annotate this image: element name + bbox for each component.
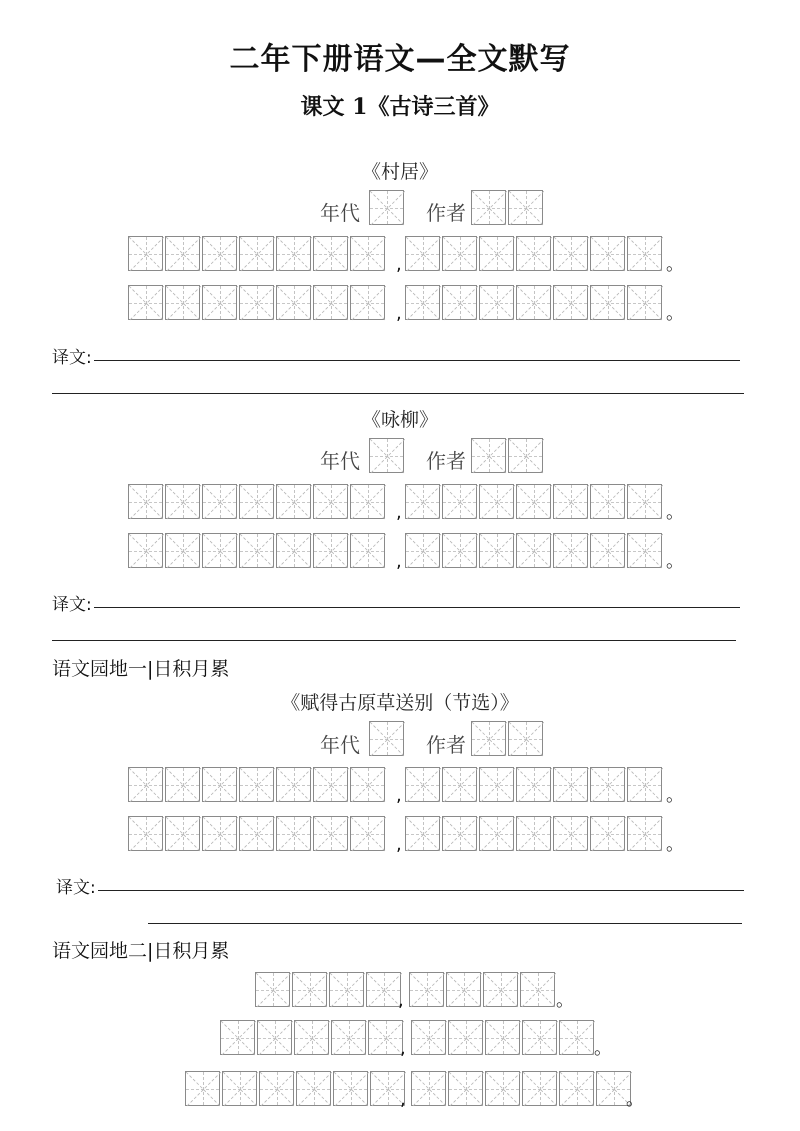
translation-line[interactable] xyxy=(148,923,742,924)
writing-box[interactable] xyxy=(128,767,163,802)
writing-box[interactable] xyxy=(508,190,543,225)
writing-box[interactable] xyxy=(313,816,348,851)
period-mark: 。 xyxy=(666,551,684,572)
writing-box-row xyxy=(405,533,664,568)
writing-box[interactable] xyxy=(627,484,662,519)
writing-box-row xyxy=(128,767,387,802)
era-box-row xyxy=(369,438,406,473)
writing-box-row xyxy=(128,236,387,271)
writing-box[interactable] xyxy=(239,767,274,802)
writing-box[interactable] xyxy=(590,533,625,568)
writing-box[interactable] xyxy=(553,533,588,568)
writing-box[interactable] xyxy=(559,1020,594,1055)
writing-box[interactable] xyxy=(627,533,662,568)
writing-box[interactable] xyxy=(442,816,477,851)
writing-box-row xyxy=(405,285,664,320)
writing-box[interactable] xyxy=(350,767,385,802)
comma-mark: , xyxy=(400,1089,406,1110)
writing-box[interactable] xyxy=(590,236,625,271)
writing-box[interactable] xyxy=(409,972,444,1007)
writing-box[interactable] xyxy=(485,1071,520,1106)
writing-box[interactable] xyxy=(276,484,311,519)
translation-label: 译文: xyxy=(52,595,92,615)
writing-box[interactable] xyxy=(553,816,588,851)
translation-label: 译文: xyxy=(52,348,92,368)
writing-box[interactable] xyxy=(294,1020,329,1055)
writing-box[interactable] xyxy=(239,285,274,320)
writing-box[interactable] xyxy=(508,438,543,473)
era-label: 年代 xyxy=(320,733,360,757)
writing-box[interactable] xyxy=(520,972,555,1007)
writing-box[interactable] xyxy=(259,1071,294,1106)
writing-box[interactable] xyxy=(483,972,518,1007)
comma-mark: , xyxy=(396,785,402,806)
writing-box[interactable] xyxy=(516,533,551,568)
era-box-row xyxy=(369,721,406,756)
writing-box[interactable] xyxy=(553,484,588,519)
writing-box[interactable] xyxy=(331,1020,366,1055)
writing-box[interactable] xyxy=(627,236,662,271)
writing-box[interactable] xyxy=(405,767,440,802)
writing-box[interactable] xyxy=(128,285,163,320)
writing-box-row xyxy=(220,1020,405,1055)
comma-mark: , xyxy=(396,254,402,275)
translation-line[interactable] xyxy=(52,640,736,641)
writing-box[interactable] xyxy=(516,816,551,851)
writing-box[interactable] xyxy=(165,484,200,519)
writing-box[interactable] xyxy=(128,533,163,568)
writing-box[interactable] xyxy=(313,767,348,802)
writing-box[interactable] xyxy=(471,190,506,225)
writing-box[interactable] xyxy=(276,767,311,802)
writing-box[interactable] xyxy=(471,721,506,756)
translation-line[interactable] xyxy=(98,890,744,891)
author-label: 作者 xyxy=(426,449,466,473)
writing-box[interactable] xyxy=(220,1020,255,1055)
poem-title: 《咏柳》 xyxy=(361,409,438,431)
writing-box[interactable] xyxy=(165,533,200,568)
writing-box[interactable] xyxy=(296,1071,331,1106)
writing-box[interactable] xyxy=(165,285,200,320)
poem-title: 《村居》 xyxy=(361,161,438,183)
comma-mark: , xyxy=(396,502,402,523)
writing-box[interactable] xyxy=(333,1071,368,1106)
writing-box-row xyxy=(128,533,387,568)
writing-box-row xyxy=(411,1071,633,1106)
writing-box[interactable] xyxy=(405,236,440,271)
writing-box[interactable] xyxy=(329,972,364,1007)
page-title: 二年下册语文—全文默写 xyxy=(229,42,571,77)
writing-box[interactable] xyxy=(222,1071,257,1106)
writing-box[interactable] xyxy=(369,721,404,756)
writing-box[interactable] xyxy=(627,285,662,320)
writing-box[interactable] xyxy=(369,438,404,473)
author-box-row xyxy=(471,438,545,473)
writing-box[interactable] xyxy=(239,816,274,851)
writing-box[interactable] xyxy=(590,816,625,851)
comma-mark: , xyxy=(398,990,404,1011)
writing-box[interactable] xyxy=(553,285,588,320)
period-mark: 。 xyxy=(666,834,684,855)
writing-box[interactable] xyxy=(479,285,514,320)
period-mark: 。 xyxy=(666,502,684,523)
translation-line[interactable] xyxy=(94,607,740,608)
writing-box-row xyxy=(405,484,664,519)
writing-box[interactable] xyxy=(411,1071,446,1106)
writing-box[interactable] xyxy=(508,721,543,756)
writing-box[interactable] xyxy=(313,533,348,568)
writing-box[interactable] xyxy=(516,484,551,519)
writing-box[interactable] xyxy=(442,236,477,271)
writing-box[interactable] xyxy=(202,236,237,271)
writing-box[interactable] xyxy=(471,438,506,473)
section-heading: 语文园地二|日积月累 xyxy=(52,940,230,962)
period-mark: 。 xyxy=(666,254,684,275)
era-box-row xyxy=(369,190,406,225)
writing-box[interactable] xyxy=(442,285,477,320)
writing-box[interactable] xyxy=(405,533,440,568)
writing-box[interactable] xyxy=(350,236,385,271)
writing-box-row xyxy=(185,1071,407,1106)
writing-box[interactable] xyxy=(313,236,348,271)
writing-box[interactable] xyxy=(553,236,588,271)
period-mark: 。 xyxy=(666,785,684,806)
writing-box-row xyxy=(409,972,557,1007)
writing-box[interactable] xyxy=(350,533,385,568)
translation-line[interactable] xyxy=(94,360,740,361)
writing-box[interactable] xyxy=(479,533,514,568)
author-label: 作者 xyxy=(426,201,466,225)
writing-box[interactable] xyxy=(590,285,625,320)
writing-box[interactable] xyxy=(350,484,385,519)
author-box-row xyxy=(471,190,545,225)
author-label: 作者 xyxy=(426,733,466,757)
writing-box[interactable] xyxy=(368,1020,403,1055)
writing-box-row xyxy=(128,285,387,320)
era-label: 年代 xyxy=(320,449,360,473)
translation-line[interactable] xyxy=(52,393,744,394)
writing-box[interactable] xyxy=(128,236,163,271)
writing-box[interactable] xyxy=(165,236,200,271)
writing-box[interactable] xyxy=(627,816,662,851)
writing-box[interactable] xyxy=(559,1071,594,1106)
period-mark: 。 xyxy=(666,303,684,324)
writing-box[interactable] xyxy=(369,190,404,225)
writing-box[interactable] xyxy=(202,533,237,568)
writing-box[interactable] xyxy=(202,767,237,802)
writing-box[interactable] xyxy=(405,816,440,851)
comma-mark: , xyxy=(400,1038,406,1059)
period-mark: 。 xyxy=(626,1089,644,1110)
writing-box[interactable] xyxy=(485,1020,520,1055)
writing-box-row xyxy=(255,972,403,1007)
writing-box[interactable] xyxy=(313,484,348,519)
writing-box-row xyxy=(405,767,664,802)
writing-box[interactable] xyxy=(239,533,274,568)
writing-box[interactable] xyxy=(516,285,551,320)
comma-mark: , xyxy=(396,551,402,572)
writing-box[interactable] xyxy=(479,484,514,519)
writing-box[interactable] xyxy=(292,972,327,1007)
writing-box-row xyxy=(405,816,664,851)
writing-box[interactable] xyxy=(350,285,385,320)
writing-box[interactable] xyxy=(442,533,477,568)
writing-box[interactable] xyxy=(276,533,311,568)
writing-box[interactable] xyxy=(313,285,348,320)
writing-box[interactable] xyxy=(627,767,662,802)
writing-box[interactable] xyxy=(128,816,163,851)
writing-box[interactable] xyxy=(522,1071,557,1106)
writing-box-row xyxy=(405,236,664,271)
writing-box[interactable] xyxy=(479,816,514,851)
writing-box[interactable] xyxy=(590,484,625,519)
writing-box[interactable] xyxy=(257,1020,292,1055)
period-mark: 。 xyxy=(556,990,574,1011)
writing-box[interactable] xyxy=(590,767,625,802)
writing-box[interactable] xyxy=(350,816,385,851)
section-heading: 语文园地一|日积月累 xyxy=(52,658,230,680)
period-mark: 。 xyxy=(594,1038,612,1059)
writing-box[interactable] xyxy=(411,1020,446,1055)
writing-box[interactable] xyxy=(522,1020,557,1055)
writing-box[interactable] xyxy=(516,236,551,271)
writing-box[interactable] xyxy=(479,767,514,802)
comma-mark: , xyxy=(396,303,402,324)
writing-box[interactable] xyxy=(448,1020,483,1055)
writing-box[interactable] xyxy=(185,1071,220,1106)
era-label: 年代 xyxy=(320,201,360,225)
author-box-row xyxy=(471,721,545,756)
writing-box[interactable] xyxy=(442,484,477,519)
writing-box[interactable] xyxy=(479,236,514,271)
writing-box[interactable] xyxy=(276,236,311,271)
writing-box-row xyxy=(128,484,387,519)
writing-box[interactable] xyxy=(165,816,200,851)
writing-box[interactable] xyxy=(202,484,237,519)
writing-box[interactable] xyxy=(276,285,311,320)
poem-title: 《赋得古原草送别（节选）》 xyxy=(281,692,519,714)
writing-box[interactable] xyxy=(405,484,440,519)
writing-box-row xyxy=(128,816,387,851)
translation-label: 译文: xyxy=(56,878,96,898)
comma-mark: , xyxy=(396,834,402,855)
writing-box[interactable] xyxy=(165,767,200,802)
writing-box-row xyxy=(411,1020,596,1055)
writing-box[interactable] xyxy=(442,767,477,802)
writing-box[interactable] xyxy=(405,285,440,320)
writing-box[interactable] xyxy=(553,767,588,802)
writing-box[interactable] xyxy=(276,816,311,851)
writing-box[interactable] xyxy=(448,1071,483,1106)
writing-box[interactable] xyxy=(239,484,274,519)
writing-box[interactable] xyxy=(516,767,551,802)
writing-box[interactable] xyxy=(255,972,290,1007)
writing-box[interactable] xyxy=(366,972,401,1007)
writing-box[interactable] xyxy=(128,484,163,519)
writing-box[interactable] xyxy=(239,236,274,271)
writing-box[interactable] xyxy=(446,972,481,1007)
writing-box[interactable] xyxy=(202,285,237,320)
page-subtitle: 课文 1《古诗三首》 xyxy=(300,94,500,120)
writing-box[interactable] xyxy=(202,816,237,851)
